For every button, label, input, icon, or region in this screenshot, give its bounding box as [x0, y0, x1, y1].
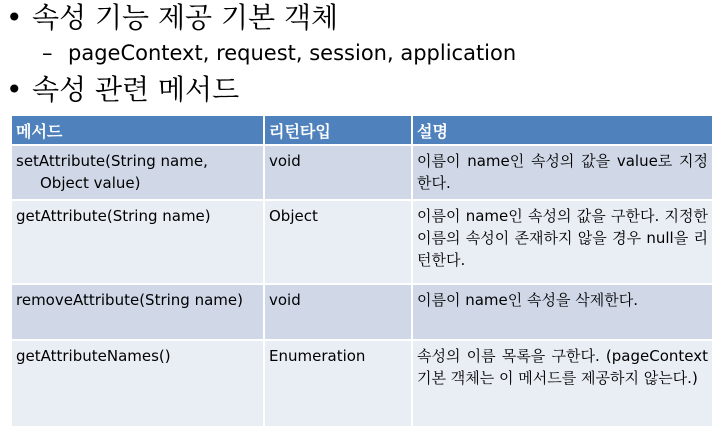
- return-type-cell: void: [264, 145, 412, 200]
- description-cell: 이름이 name인 속성을 삭제한다.: [412, 284, 712, 340]
- description-cell: 속성의 이름 목록을 구한다. (pageContext 기본 객체는 이 메서드를 제공하지 않는다.): [412, 340, 712, 426]
- method-cell: [12, 340, 264, 426]
- column-header-description: 설명: [412, 116, 712, 145]
- description-cell: 이름이 name인 속성의 값을 구한다. 지정한 이름의 속성이 존재하지 않을 경우 null을 리턴한다.: [412, 200, 712, 284]
- table-row: [12, 145, 712, 200]
- method-name: setAttribute(String name,: [16, 152, 208, 170]
- bullet-text: 속성 기능 제공 기본 객체: [32, 1, 339, 34]
- attribute-methods-table: [12, 116, 712, 426]
- table-row: [12, 200, 712, 284]
- table-row: [12, 340, 712, 426]
- method-name: removeAttribute(String name): [16, 291, 243, 309]
- bullet-text: 속성 관련 메서드: [32, 73, 240, 106]
- method-cell: [12, 200, 264, 284]
- method-cell: [12, 145, 264, 200]
- sub-bullet-text: pageContext, request, session, application: [68, 41, 517, 65]
- bullet-item-attribute-objects: [6, 2, 338, 34]
- bullet-symbol: •: [6, 1, 23, 34]
- method-name: getAttributeNames(): [16, 347, 171, 365]
- dash-symbol: –: [42, 41, 53, 65]
- sub-bullet-object-list: [42, 40, 516, 66]
- column-header-method: 메서드: [12, 116, 264, 145]
- method-name-continued: Object value): [40, 174, 141, 192]
- return-type-cell: Object: [264, 200, 412, 284]
- table-header-row: [12, 116, 712, 145]
- table-row: [12, 284, 712, 340]
- return-type-cell: void: [264, 284, 412, 340]
- description-cell: 이름이 name인 속성의 값을 value로 지정한다.: [412, 145, 712, 200]
- bullet-symbol: •: [6, 73, 23, 106]
- column-header-return-type: 리턴타입: [264, 116, 412, 145]
- return-type-cell: Enumeration: [264, 340, 412, 426]
- bullet-item-attribute-methods: [6, 74, 239, 106]
- method-name: getAttribute(String name): [16, 207, 211, 225]
- method-cell: [12, 284, 264, 340]
